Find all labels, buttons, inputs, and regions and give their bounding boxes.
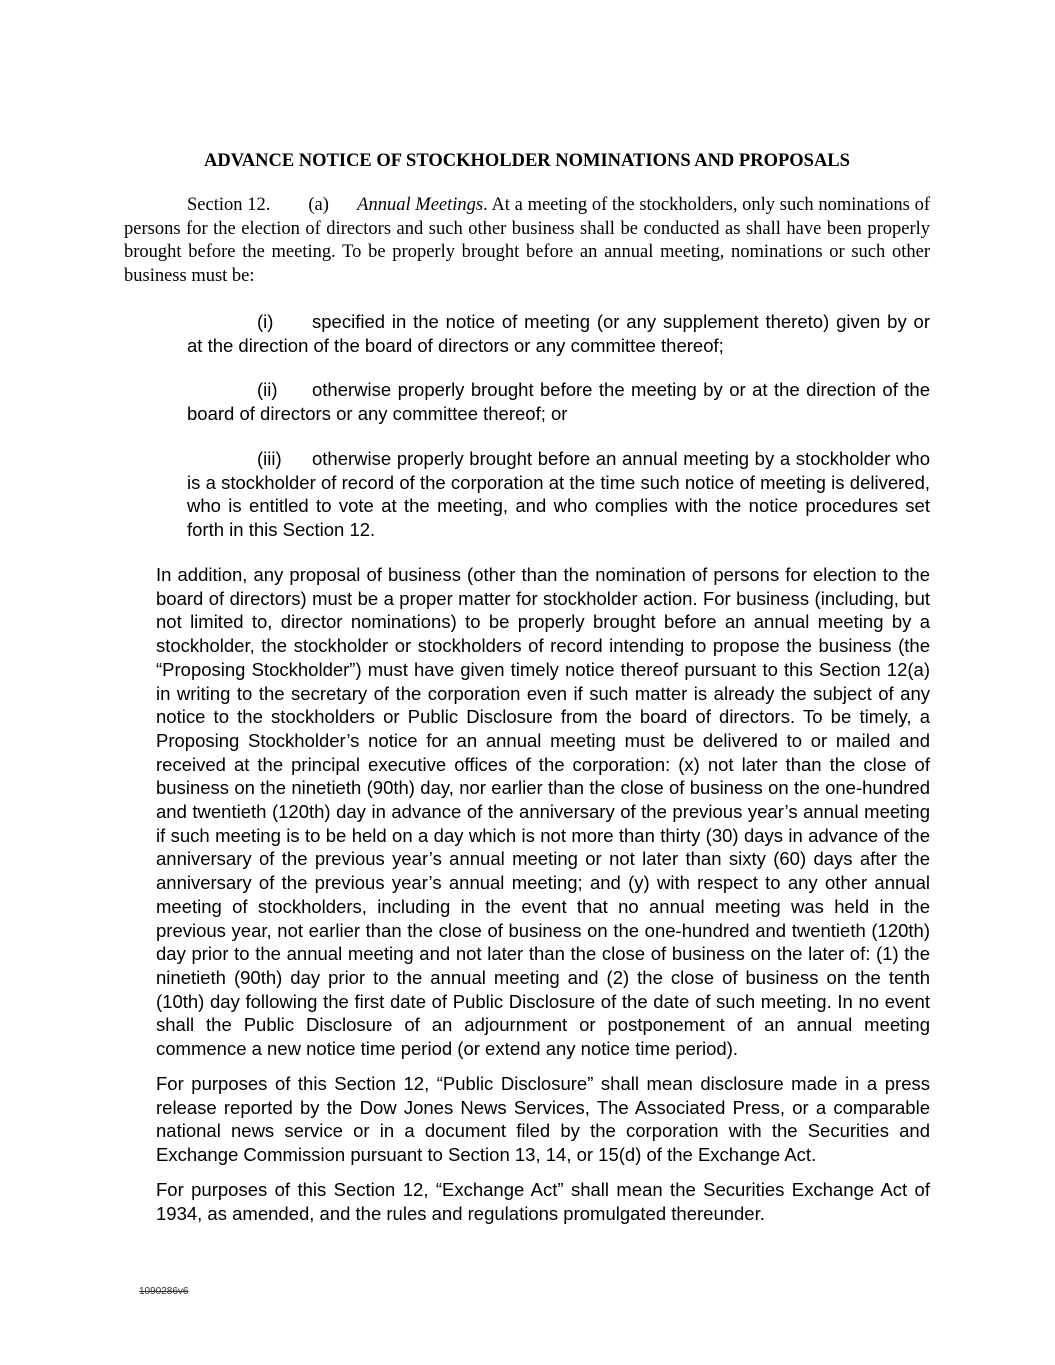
exchange-act-definition: For purposes of this Section 12, “Exchange Act” shall mean the Securities Exchange Act of 1934, as amended, and the rules and regulations promulgated thereunder. [156,1179,930,1224]
list-item-text: otherwise properly brought before an annual meeting by a stockholder who is a stockholder of record of the corporation at the time such notice of meeting is delivered, who is entitled to vote at the meeting, and who complies with the notice procedures set forth in this Section 12. [187,448,930,541]
public-disclosure-definition: For purposes of this Section 12, “Public Disclosure” shall mean disclosure made in a press release reported by the Dow Jones News Services, The Associated Press, or a comparable national news service or in a document filed by the corporation with the Securities and Exchange Commission pursuant to Section 13, 14, or 15(d) of the Exchange Act. [156,1073,930,1166]
list-item [187,310,930,357]
list-item [187,447,930,542]
document-title: ADVANCE NOTICE OF STOCKHOLDER NOMINATIONS AND PROPOSALS [204,151,850,171]
list-item-number: (ii) [257,379,278,400]
footer-document-id: 1090286v6 [139,1286,189,1297]
subsection-label: (a) [308,195,329,215]
proposal-notice-paragraph: In addition, any proposal of business (other than the nomination of persons for election to the board of directors) must be a proper matter for stockholder action. For business (including, but not limited to, director nominations) to be properly brought before an annual meeting by a stockholder, the stockholder or stockholders of record intending to propose the business (the “Proposing Stockholder”) must have given timely notice thereof pursuant to this Section 12(a) in writing to the secretary of the corporation even if such matter is already the subject of any notice to the stockholders or Public Disclosure from the board of directors. To be timely, a Proposing Stockholder’s notice for an annual meeting must be delivered to or mailed and received at the principal executive offices of the corporation: (x) not later than the close of business on the ninetieth (90th) day, nor earlier than the close of business on the one-hundred and twentieth (120th) day in advance of the anniversary of the previous year’s annual meeting if such meeting is to be held on a day which is not more than thirty (30) days in advance of the anniversary of the previous year’s annual meeting or not later than sixty (60) days after the anniversary of the previous year’s annual meeting; and (y) with respect to any other annual meeting of stockholders, including in the event that no annual meeting was held in the previous year, not earlier than the close of business on the one-hundred and twentieth (120th) day prior to the annual meeting and not later than the close of business on the later of: (1) the ninetieth (90th) day prior to the annual meeting and (2) the close of business on the tenth (10th) day following the first date of Public Disclosure of the date of such meeting. In no event shall the Public Disclosure of an adjournment or postponement of an annual meeting commence a new notice time period (or extend any notice time period). [156,564,930,1060]
list-item-number: (i) [257,311,274,332]
section-12a-paragraph [124,194,930,289]
list-item-text: specified in the notice of meeting (or any supplement thereto) given by or at the direction of the board of directors or any committee thereof; [187,311,930,356]
section-heading: Annual Meetings [357,195,484,215]
section-label: Section 12. [187,195,271,215]
list-item-number: (iii) [257,448,282,469]
list-item [187,378,930,425]
section-text: . At a meeting of the stockholders, only such nominations of persons for the election of directors and such other business shall be conducted as shall have been properly brought before the meeting. To be properly brought before an annual meeting, nominations or such other business must be: [124,195,930,287]
list-item-text: otherwise properly brought before the meeting by or at the direction of the board of directors or any committee thereof; or [187,379,930,424]
